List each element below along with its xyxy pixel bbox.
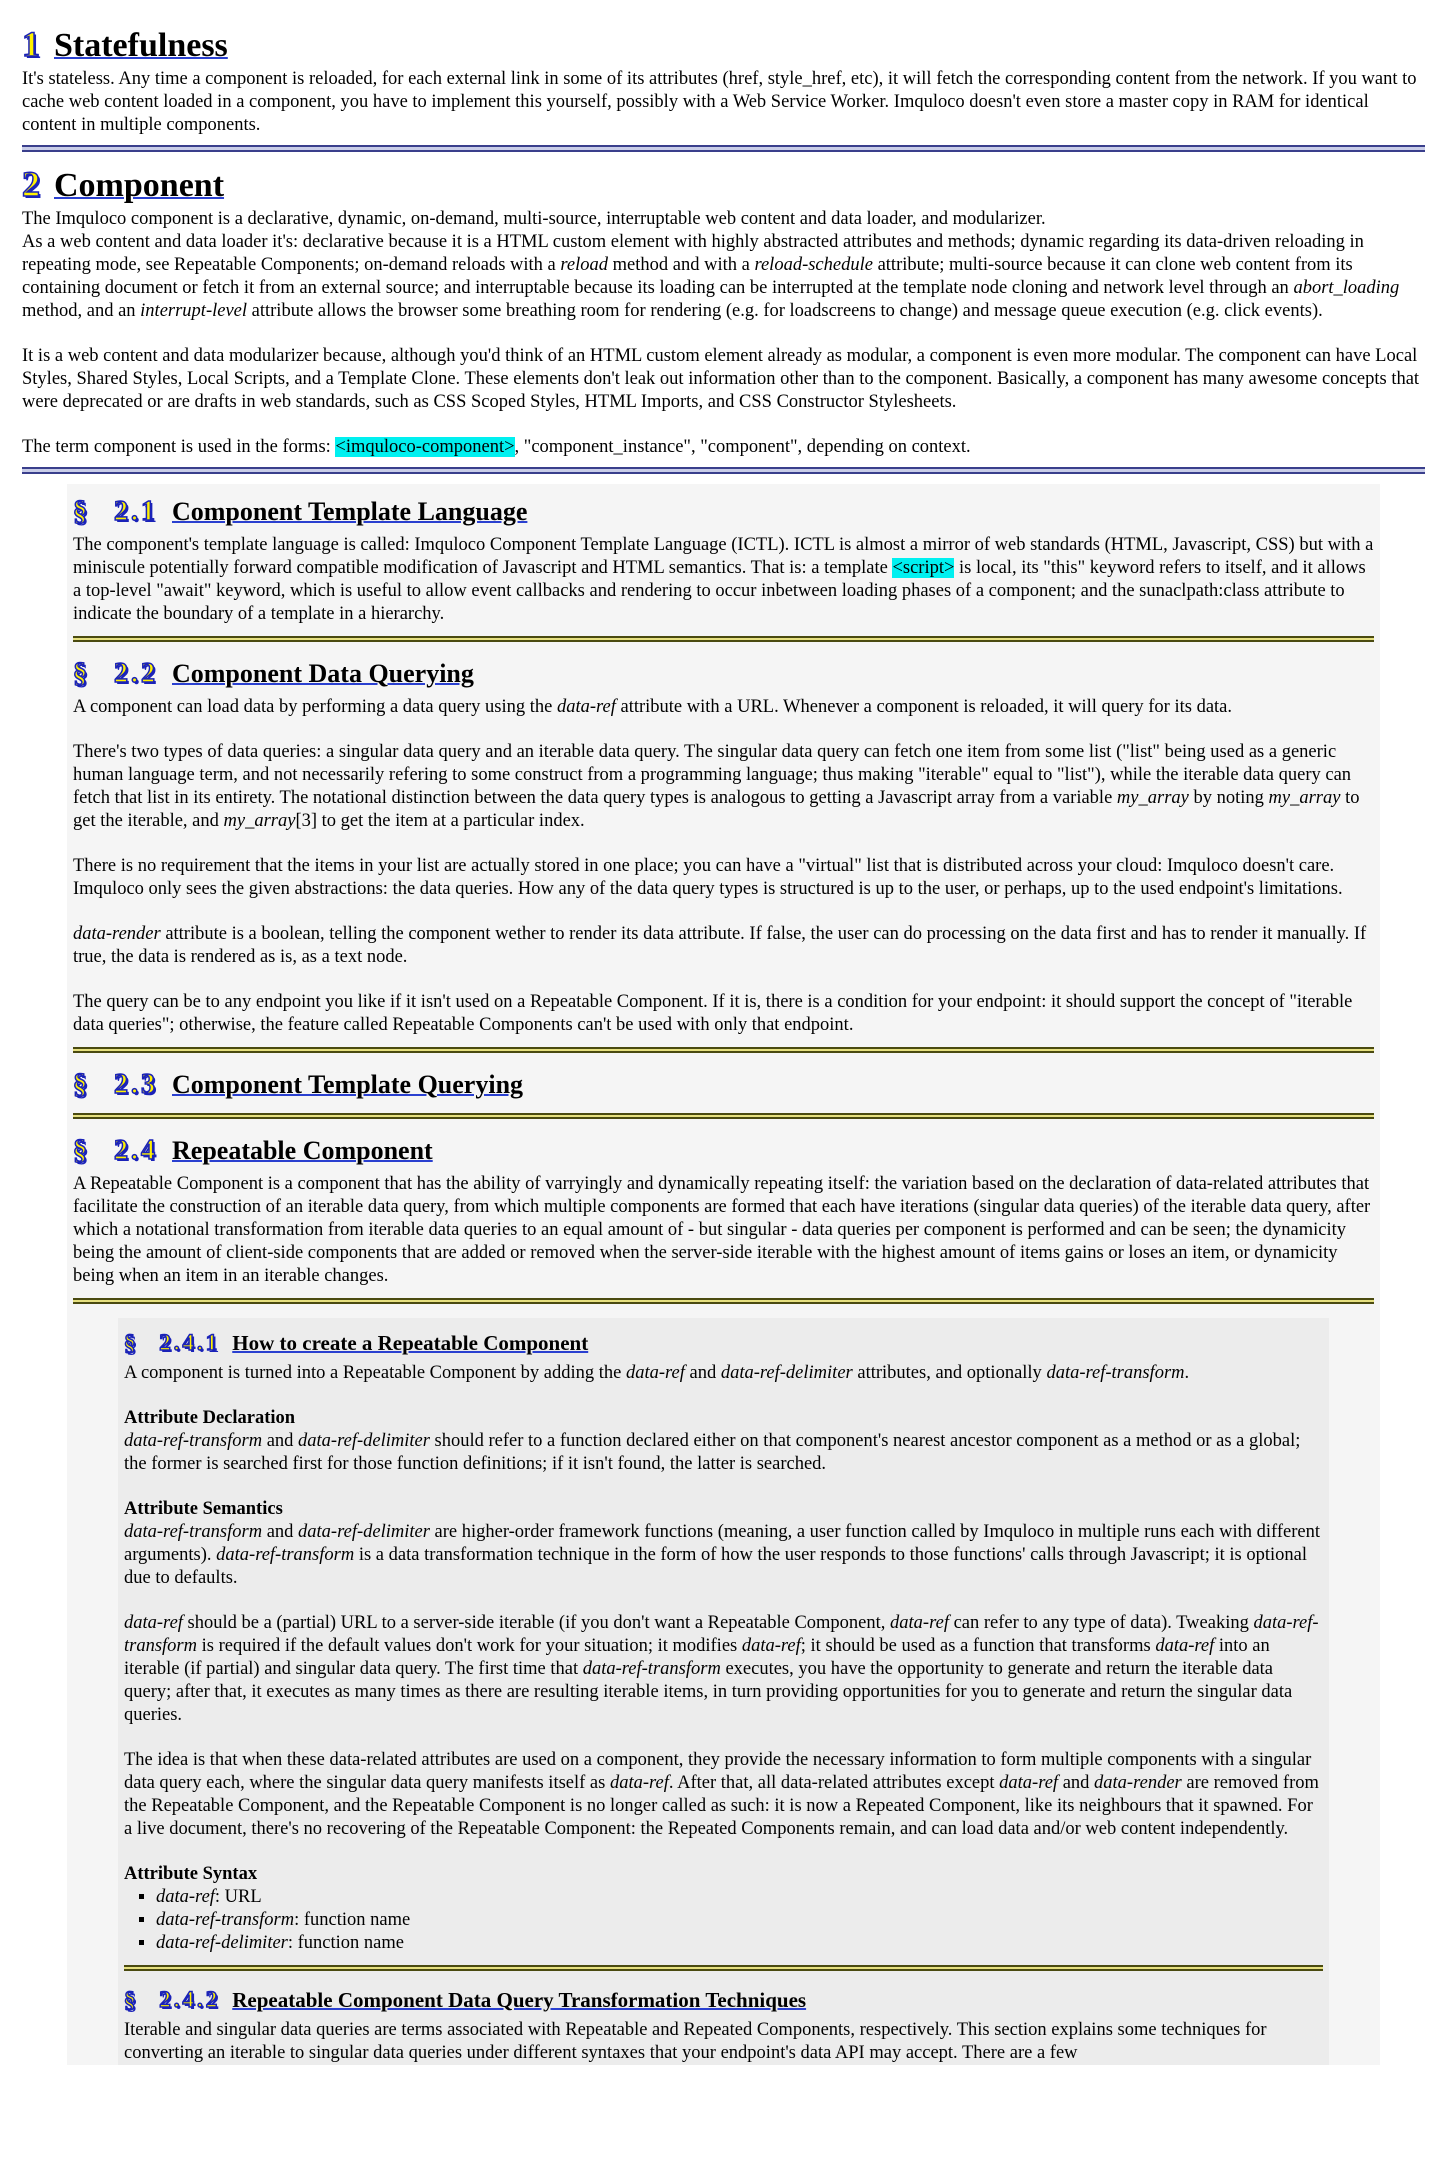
section-2-3	[73, 1067, 1374, 1119]
section-divider	[73, 1113, 1374, 1119]
text: attributes, and optionally	[852, 1363, 1047, 1383]
section-divider	[73, 1298, 1374, 1304]
term: data-ref-transform	[124, 1431, 263, 1451]
subsection-heading	[73, 656, 1374, 692]
text: is a data transformation technique in the form of how the user responds to those functions' calls through Javascript; it is optional due to defaults.	[124, 1545, 1308, 1588]
section-number: 2.1	[114, 496, 158, 527]
section-divider	[73, 636, 1374, 642]
text: : function name	[287, 1933, 404, 1953]
term: my_array	[1116, 788, 1189, 808]
section-divider	[22, 145, 1425, 152]
term: data-ref-delimiter	[298, 1431, 430, 1451]
term: data-render	[73, 924, 161, 944]
list-item	[156, 1909, 1323, 1932]
section-divider	[73, 1047, 1374, 1053]
term: interrupt-level	[140, 301, 248, 321]
paragraph	[73, 923, 1374, 969]
section-heading	[22, 162, 1425, 208]
paragraph: The query can be to any endpoint you like if it isn't used on a Repeatable Component. If it is, there is a condition for your endpoint: it should support the concept of "iterable data queries"; otherwise, the feature called Repeatable Components can't be used with only that endpoint.	[73, 992, 1353, 1035]
term: data-ref	[156, 1887, 215, 1907]
subsubsection-heading	[124, 1985, 1323, 2015]
term: data-ref	[741, 1636, 801, 1656]
paragraph	[124, 1612, 1323, 1727]
section-number: 2.4.1	[159, 1330, 221, 1355]
list-item	[156, 1932, 1323, 1955]
term: data-ref	[1155, 1636, 1215, 1656]
section-number: 1	[22, 24, 40, 64]
section-2-4	[73, 1133, 1374, 1304]
text: method and with a	[608, 255, 755, 275]
term: data-ref-delimiter	[720, 1363, 853, 1383]
section-divider	[124, 1965, 1323, 1971]
paragraph	[124, 1362, 1323, 1385]
term: data-ref	[556, 697, 616, 717]
term: my_array	[1268, 788, 1341, 808]
text: is local, its "this" keyword refers to itself, and it allows a top-level "await" keyword, which is useful to allow event callbacks and rendering to occur inbetween loading phases of a component; and the sunaclpath:class attribute to indicate the boundary of a template in a hierarchy.	[73, 558, 1366, 624]
term: data-ref-transform	[216, 1545, 355, 1565]
subsection-heading	[73, 494, 1374, 530]
term: reload-schedule	[754, 255, 873, 275]
section-title[interactable]: How to create a Repeatable Component	[232, 1331, 589, 1355]
text: : URL	[214, 1887, 262, 1907]
paragraph: It is a web content and data modularizer because, although you'd think of an HTML custom element already as modular, a component is even more modular. The component can have Local Styles, Shared Styles, Local Scripts, and a Template Clone. These elements don't leak out information other than to the component. Basically, a component has many awesome concepts that were deprecated or are drafts in web standards, such as CSS Scoped Styles, HTML Imports, and CSS Constructor Stylesheets.	[22, 346, 1420, 412]
text: The idea is that when these data-related attributes are used on a component, they provide the necessary information to form multiple components with a singular data query each, where the singular data query manifests itself as	[124, 1750, 1312, 1793]
term: data-ref-transform	[582, 1659, 721, 1679]
text: attribute is a boolean, telling the component wether to render its data attribute. If false, the user can do processing on the data first and has to render it manually. If true, the data is rendered as is, as a text node.	[73, 924, 1367, 967]
text: ; it should be used as a function that transforms	[800, 1636, 1156, 1656]
paragraph	[124, 1430, 1323, 1476]
list-item	[156, 1886, 1323, 1909]
term: data-ref	[609, 1773, 669, 1793]
text: are removed from the Repeatable Component, and the Repeatable Component is no longer called as such: it is now a Repeated Component, like its neighbours that it spawned. For a live document, there's no recovering of the Repeatable Component: the Repeated Components remain, and can load data and/or web content independently.	[124, 1773, 1319, 1839]
highlighted-code: <script>	[892, 558, 955, 578]
section-title[interactable]: Component Template Querying	[172, 1070, 524, 1099]
text: . After that, all data-related attributes except	[668, 1773, 1000, 1793]
text: should be a (partial) URL to a server-side iterable (if you don't want a Repeatable Component,	[182, 1613, 891, 1633]
paragraph	[124, 1749, 1323, 1841]
attribute-declaration-heading: Attribute Declaration	[124, 1408, 296, 1428]
subsection-heading	[73, 1067, 1374, 1103]
highlighted-code: <imquloco-component>	[335, 437, 515, 457]
term: data-ref-transform	[124, 1613, 1319, 1656]
text: into an iterable (if partial) and singular data query. The first time that	[124, 1636, 1270, 1679]
section-2-2	[73, 656, 1374, 1053]
section-2-4-2	[124, 1985, 1323, 2065]
text: : function name	[294, 1910, 411, 1930]
text: [3] to get the item at a particular index.	[295, 811, 585, 831]
paragraph: It's stateless. Any time a component is reloaded, for each external link in some of its attributes (href, style_href, etc), it will fetch the corresponding content from the network. If you want to cache web content loaded in a component, you have to implement this yourself, possibly with a Web Service Worker. Imquloco doesn't even store a master copy in RAM for identical content in multiple components.	[22, 69, 1417, 135]
section-2-4-1	[124, 1328, 1323, 1971]
term: data-ref-delimiter	[298, 1522, 430, 1542]
section-symbol: §	[73, 658, 100, 689]
text: and	[1058, 1773, 1095, 1793]
term: reload	[560, 255, 609, 275]
text: , "component_instance", "component", depending on context.	[514, 437, 971, 457]
subsection-container	[67, 484, 1380, 2065]
section-divider	[22, 467, 1425, 474]
term: data-render	[1094, 1773, 1182, 1793]
term: data-ref-transform	[1046, 1363, 1185, 1383]
section-heading	[22, 22, 1425, 68]
term: data-ref-transform	[124, 1522, 263, 1542]
section-title[interactable]: Component	[54, 167, 225, 204]
section-symbol: §	[73, 496, 100, 527]
text: method, and an	[22, 301, 141, 321]
paragraph	[22, 436, 1425, 459]
section-symbol: §	[73, 1069, 100, 1100]
text: are higher-order framework functions (meaning, a user function called by Imquloco in multiple runs each with different arguments).	[124, 1522, 1320, 1565]
section-title[interactable]: Repeatable Component Data Query Transformation Techniques	[232, 1988, 807, 2012]
subsubsection-container	[118, 1318, 1329, 2065]
text: .	[1184, 1363, 1190, 1383]
paragraph: Iterable and singular data queries are terms associated with Repeatable and Repeated Components, respectively. This section explains some techniques for converting an iterable to singular data queries under different syntaxes that your endpoint's data API may accept. There are a few	[124, 2020, 1267, 2063]
paragraph: A Repeatable Component is a component that has the ability of varryingly and dynamically repeating itself: the variation based on the declaration of data-related attributes that facilitate the construction of an iterable data query, from which multiple components are formed that each have iterations (singular data queries) of the iterable data query, after which a notational transformation from iterable data queries to an equal amount of - but singular - data queries per component is performed and can be seen; the dynamicity being the amount of client-side components that are added or removed when the server-side iterable with the highest amount of items gains or loses an item, or dynamicity being when an item in an iterable changes.	[73, 1174, 1371, 1286]
section-number: 2.3	[114, 1069, 158, 1100]
text: can refer to any type of data). Tweaking	[948, 1613, 1254, 1633]
text: The term component is used in the forms:	[22, 437, 336, 457]
paragraph	[73, 741, 1374, 833]
text: to get the iterable, and	[73, 788, 1360, 831]
paragraph	[73, 534, 1374, 626]
subsubsection-heading	[124, 1328, 1323, 1358]
section-number: 2.4.2	[159, 1987, 221, 2012]
term: abort_loading	[1293, 278, 1400, 298]
section-component	[22, 162, 1425, 474]
attribute-syntax-heading: Attribute Syntax	[124, 1864, 258, 1884]
text: A component is turned into a Repeatable Component by adding the	[124, 1363, 626, 1383]
section-title[interactable]: Component Template Language	[172, 497, 528, 526]
section-title[interactable]: Repeatable Component	[172, 1136, 433, 1165]
term: data-ref	[124, 1613, 183, 1633]
section-symbol: §	[73, 1135, 100, 1166]
attribute-syntax-list	[124, 1886, 1323, 1955]
text: The component's template language is called: Imquloco Component Template Language (ICTL). ICTL is almost a mirror of web standards (HTML, Javascript, CSS) but with a miniscule potentially forward compatible modification of Javascript and HTML semantics. That is: a template	[73, 535, 1374, 578]
section-title[interactable]: Statefulness	[54, 27, 228, 64]
term: data-ref	[890, 1613, 949, 1633]
section-2-1	[73, 494, 1374, 642]
section-title[interactable]: Component Data Querying	[172, 659, 474, 688]
paragraph	[124, 1521, 1323, 1590]
term: data-ref	[625, 1363, 685, 1383]
section-statefulness	[22, 22, 1425, 152]
paragraph: The Imquloco component is a declarative, dynamic, on-demand, multi-source, interruptable web content and data loader, and modularizer.	[22, 209, 1046, 229]
text: by noting	[1188, 788, 1269, 808]
term: data-ref	[999, 1773, 1059, 1793]
text: executes, you have the opportunity to generate and return the iterable data query; after that, it executes as many times as there are resulting iterable items, in turn providing opportunities for you to generate and return the singular data queries.	[124, 1659, 1293, 1725]
paragraph: There is no requirement that the items in your list are actually stored in one place; you can have a "virtual" list that is distributed across your cloud: Imquloco doesn't care. Imquloco only sees the given abstractions: the data queries. How any of the data query types is structured is up to the user, or perhaps, up to the used endpoint's limitations.	[73, 856, 1343, 899]
section-number: 2.2	[114, 658, 158, 689]
text: attribute; multi-source because it can clone web content from its containing document or fetch it from an external source; and interruptable because its loading can be interrupted at the template node cloning and network level through an	[22, 255, 1353, 298]
text: and	[262, 1522, 299, 1542]
text: As a web content and data loader it's: declarative because it is a HTML custom element with highly abstracted attributes and methods; dynamic regarding its data-driven reloading in repeating mode, see Repeatable Components; on-demand reloads with a	[22, 232, 1364, 275]
paragraph	[22, 231, 1425, 323]
term: data-ref-transform	[156, 1910, 295, 1930]
term: my_array	[223, 811, 296, 831]
paragraph	[73, 696, 1374, 719]
section-symbol: §	[124, 1330, 148, 1355]
section-number: 2	[22, 164, 40, 204]
text: is required if the default values don't work for your situation; it modifies	[197, 1636, 742, 1656]
text: A component can load data by performing a data query using the	[73, 697, 557, 717]
text: and	[262, 1431, 299, 1451]
attribute-semantics-heading: Attribute Semantics	[124, 1499, 283, 1519]
text: attribute with a URL. Whenever a component is reloaded, it will query for its data.	[615, 697, 1233, 717]
text: There's two types of data queries: a singular data query and an iterable data query. The singular data query can fetch one item from some list ("list" being used as a generic human language term, and not necessarily refering to some construct from a programming language; thus making "iterable" equal to "list"), while the iterable data query can fetch that list in its entirety. The notational distinction between the data query types is analogous to getting a Javascript array from a variable	[73, 742, 1352, 808]
text: attribute allows the browser some breathing room for rendering (e.g. for loadscreens to change) and message queue execution (e.g. click events).	[247, 301, 1323, 321]
section-number: 2.4	[114, 1135, 158, 1166]
text: should refer to a function declared either on that component's nearest ancestor component as a method or as a global; the former is searched first for those function definitions; if it isn't found, the latter is searched.	[124, 1431, 1301, 1474]
term: data-ref-delimiter	[156, 1933, 288, 1953]
subsection-heading	[73, 1133, 1374, 1169]
section-symbol: §	[124, 1987, 148, 2012]
text: and	[684, 1363, 721, 1383]
